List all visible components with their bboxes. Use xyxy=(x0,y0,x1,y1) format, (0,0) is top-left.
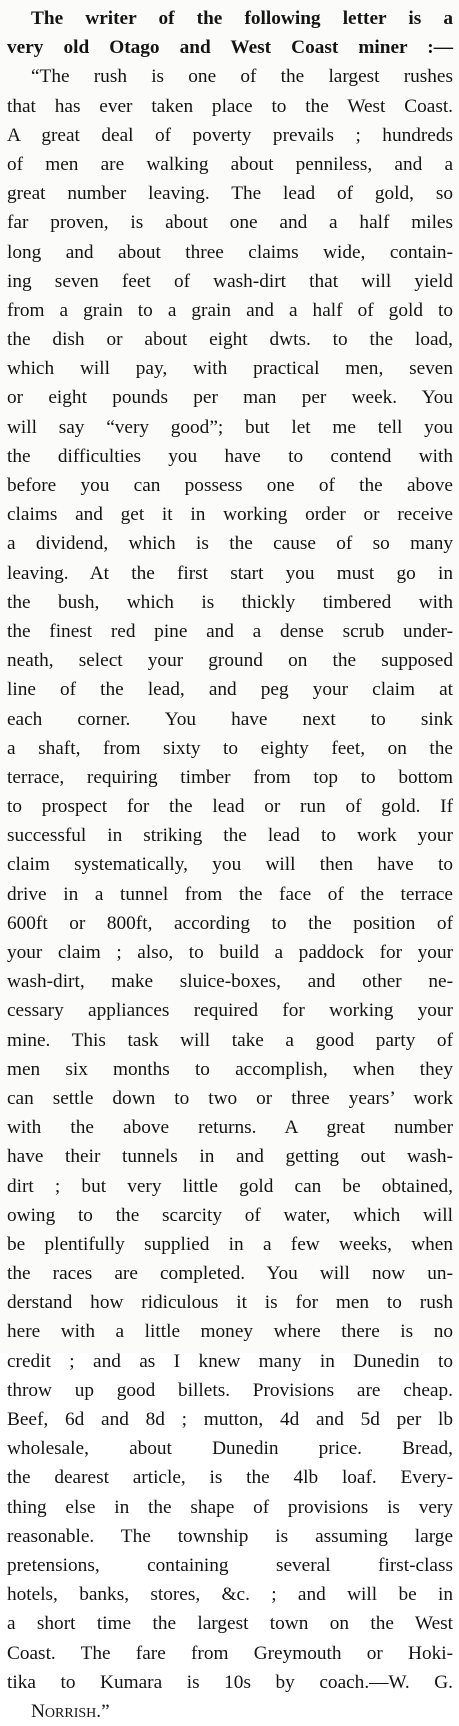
letter-line: which will pay, with practical men, seven xyxy=(7,358,453,380)
letter-line: terrace, requiring timber from top to bottom xyxy=(7,766,453,788)
letter-line: the dish or about eight dwts. to the load, xyxy=(7,329,453,351)
letter-line: credit ; and as I knew many in Dunedin to xyxy=(7,1350,453,1372)
letter-line: A great deal of poverty prevails ; hundreds xyxy=(7,124,453,146)
letter-line: the finest red pine and a dense scrub under- xyxy=(7,620,453,642)
letter-line: hotels, banks, stores, &c. ; and will be in xyxy=(7,1584,453,1606)
letter-line: can settle down to two or three years’ work xyxy=(7,1087,453,1109)
letter-line: ing seven feet of wash-dirt that will yield xyxy=(7,270,453,292)
letter-line: to prospect for the lead or run of gold. If xyxy=(7,796,453,818)
signature-line: Norrish.” xyxy=(31,1700,110,1722)
letter-line: long and about three claims wide, contain- xyxy=(7,241,453,263)
letter-line: tika to Kumara is 10s by coach.—W. G. xyxy=(7,1671,453,1693)
letter-line: the bush, which is thickly timbered with xyxy=(7,591,453,613)
letter-line: have their tunnels in and getting out wash- xyxy=(7,1146,453,1168)
letter-line: throw up good billets. Provisions are cheap. xyxy=(7,1379,453,1401)
letter-line: claim systematically, you will then have to xyxy=(7,854,453,876)
letter-line: neath, select your ground on the supposed xyxy=(7,650,453,672)
letter-line: far proven, is about one and a half miles xyxy=(7,212,453,234)
letter-line: drive in a tunnel from the face of the terrace xyxy=(7,883,453,905)
letter-line: men six months to accomplish, when they xyxy=(7,1058,453,1080)
letter-line: here with a little money where there is no xyxy=(7,1321,453,1343)
letter-line: will say “very good”; but let me tell you xyxy=(7,416,453,438)
letter-line: with the above returns. A great number xyxy=(7,1117,453,1139)
letter-line: leaving. At the first start you must go in xyxy=(7,562,453,584)
letter-line: reasonable. The township is assuming large xyxy=(7,1525,453,1547)
letter-line: that has ever taken place to the West Coast. xyxy=(7,95,453,117)
letter-line: a dividend, which is the cause of so many xyxy=(7,533,453,555)
letter-line: dirt ; but very little gold can be obtained, xyxy=(7,1175,453,1197)
letter-line: claims and get it in working order or receive xyxy=(7,504,453,526)
intro-line: very old Otago and West Coast miner :— xyxy=(7,37,453,59)
letter-line: thing else in the shape of provisions is very xyxy=(7,1496,453,1518)
letter-line: be plentifully supplied in a few weeks, when xyxy=(7,1233,453,1255)
letter-line: successful in striking the lead to work your xyxy=(7,825,453,847)
letter-line: 600ft or 800ft, according to the position of xyxy=(7,912,453,934)
letter-line: or eight pounds per man per week. You xyxy=(7,387,453,409)
letter-line: line of the lead, and peg your claim at xyxy=(7,679,453,701)
letter-line: the dearest article, is the 4lb loaf. Every- xyxy=(7,1467,453,1489)
letter-line: mine. This task will take a good party of xyxy=(7,1029,453,1051)
intro-line: The writer of the following letter is a xyxy=(31,8,453,29)
letter-line: of men are walking about penniless, and a xyxy=(7,153,453,175)
letter-line: from a grain to a grain and a half of gold to xyxy=(7,299,453,321)
letter-line: Beef, 6d and 8d ; mutton, 4d and 5d per lb xyxy=(7,1409,453,1430)
letter-line: Coast. The fare from Greymouth or Hoki- xyxy=(7,1642,453,1664)
letter-line: the difficulties you have to contend with xyxy=(7,445,453,467)
letter-line: cessary appliances required for working your xyxy=(7,1000,453,1022)
letter-line: the races are completed. You will now un- xyxy=(7,1263,453,1285)
letter-line: wholesale, about Dunedin price. Bread, xyxy=(7,1438,453,1460)
letter-line: wash-dirt, make sluice-boxes, and other ne- xyxy=(7,971,453,993)
letter-line: owing to the scarcity of water, which will xyxy=(7,1204,453,1226)
letter-line: a shaft, from sixty to eighty feet, on the xyxy=(7,737,453,759)
letter-line: pretensions, containing several first-class xyxy=(7,1554,453,1576)
letter-line: each corner. You have next to sink xyxy=(7,708,453,730)
letter-line: a short time the largest town on the West xyxy=(7,1613,453,1635)
letter-line: “The rush is one of the largest rushes xyxy=(31,66,453,88)
letter-line: your claim ; also, to build a paddock for your xyxy=(7,942,453,963)
letter-line: before you can possess one of the above xyxy=(7,475,453,496)
letter-line: derstand how ridiculous it is for men to rush xyxy=(7,1292,453,1314)
letter-line: great number leaving. The lead of gold, so xyxy=(7,183,453,205)
